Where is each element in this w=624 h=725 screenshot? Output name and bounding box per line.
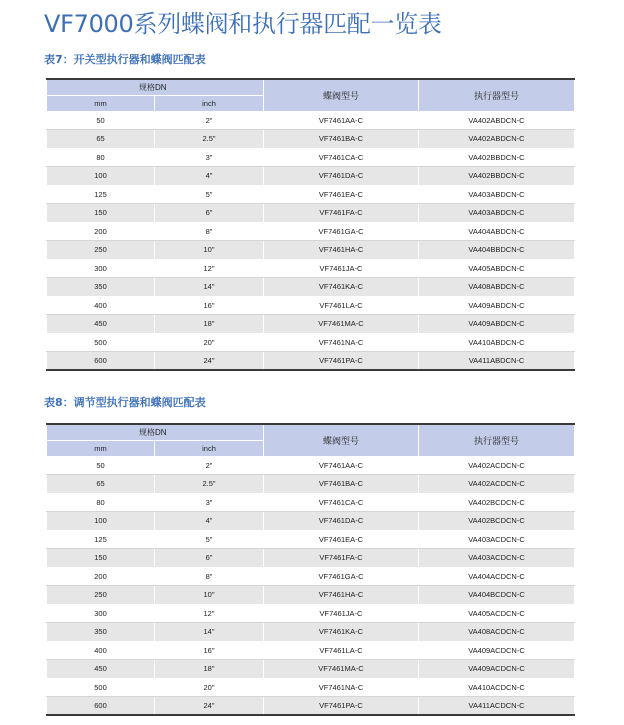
cell-actuator-model: VA405ACDCN-C [419,604,575,623]
cell-size-mm: 450 [47,315,155,334]
table-row [47,315,575,334]
table-row [47,259,575,278]
header-inch: inch [155,95,264,111]
table-row [47,512,575,531]
cell-size-mm: 80 [47,493,155,512]
cell-valve-model: VF7461NA-C [264,333,419,352]
header-valve-model: 蝶阀型号 [264,79,419,111]
cell-size-mm: 450 [47,660,155,679]
cell-size-mm: 100 [47,167,155,186]
table-row [47,111,575,130]
cell-size-mm: 125 [47,530,155,549]
cell-size-inch: 3" [155,493,264,512]
cell-actuator-model: VA403ACDCN-C [419,549,575,568]
cell-size-inch: 5" [155,530,264,549]
cell-valve-model: VF7461BA-C [264,475,419,494]
cell-actuator-model: VA403ABDCN-C [419,204,575,223]
table-row [47,678,575,697]
cell-actuator-model: VA409ABDCN-C [419,296,575,315]
cell-valve-model: VF7461KA-C [264,623,419,642]
cell-valve-model: VF7461FA-C [264,204,419,223]
cell-actuator-model: VA402BBDCN-C [419,148,575,167]
cell-valve-model: VF7461PA-C [264,352,419,371]
cell-actuator-model: VA410ACDCN-C [419,678,575,697]
cell-valve-model: VF7461EA-C [264,185,419,204]
table-row [47,549,575,568]
cell-size-inch: 16" [155,296,264,315]
cell-size-mm: 300 [47,259,155,278]
cell-valve-model: VF7461LA-C [264,296,419,315]
cell-actuator-model: VA408ABDCN-C [419,278,575,297]
cell-size-inch: 12" [155,259,264,278]
cell-size-inch: 4" [155,512,264,531]
cell-size-inch: 20" [155,678,264,697]
cell-size-inch: 10" [155,241,264,260]
cell-size-inch: 6" [155,204,264,223]
cell-valve-model: VF7461LA-C [264,641,419,660]
cell-size-mm: 400 [47,296,155,315]
cell-size-inch: 16" [155,641,264,660]
cell-valve-model: VF7461GA-C [264,222,419,241]
cell-size-mm: 50 [47,111,155,130]
cell-size-inch: 14" [155,623,264,642]
cell-size-mm: 200 [47,222,155,241]
cell-size-mm: 80 [47,148,155,167]
cell-actuator-model: VA408ACDCN-C [419,623,575,642]
table-row [47,530,575,549]
header-mm: mm [47,95,155,111]
table-row [47,296,575,315]
cell-size-mm: 600 [47,697,155,716]
cell-size-inch: 6" [155,549,264,568]
page-title: VF7000系列蝶阀和执行器匹配一览表 [44,10,442,38]
cell-actuator-model: VA404ACDCN-C [419,567,575,586]
cell-size-mm: 50 [47,456,155,475]
header-inch: inch [155,440,264,456]
modulating-actuator-table [46,423,575,716]
table-row [47,222,575,241]
cell-size-mm: 250 [47,241,155,260]
cell-size-mm: 65 [47,475,155,494]
cell-actuator-model: VA402BBDCN-C [419,167,575,186]
cell-actuator-model: VA405ABDCN-C [419,259,575,278]
cell-size-mm: 500 [47,333,155,352]
cell-valve-model: VF7461BA-C [264,130,419,149]
cell-size-mm: 100 [47,512,155,531]
cell-size-mm: 600 [47,352,155,371]
cell-valve-model: VF7461MA-C [264,660,419,679]
header-dn: 规格DN [47,424,264,440]
table-row [47,475,575,494]
cell-actuator-model: VA402BCDCN-C [419,512,575,531]
cell-size-inch: 24" [155,352,264,371]
header-valve-model: 蝶阀型号 [264,424,419,456]
table-row [47,604,575,623]
cell-valve-model: VF7461HA-C [264,241,419,260]
table-row [47,697,575,716]
cell-valve-model: VF7461JA-C [264,604,419,623]
table-row [47,148,575,167]
header-actuator-model: 执行器型号 [419,79,575,111]
cell-size-mm: 400 [47,641,155,660]
cell-size-inch: 18" [155,315,264,334]
table-row [47,641,575,660]
cell-actuator-model: VA402ACDCN-C [419,456,575,475]
cell-size-inch: 5" [155,185,264,204]
cell-actuator-model: VA410ABDCN-C [419,333,575,352]
cell-size-inch: 10" [155,586,264,605]
cell-valve-model: VF7461AA-C [264,111,419,130]
table-row [47,623,575,642]
cell-size-mm: 150 [47,549,155,568]
cell-size-inch: 2.5" [155,130,264,149]
table-row [47,493,575,512]
cell-actuator-model: VA409ACDCN-C [419,660,575,679]
cell-valve-model: VF7461EA-C [264,530,419,549]
cell-valve-model: VF7461NA-C [264,678,419,697]
cell-size-mm: 500 [47,678,155,697]
cell-size-mm: 250 [47,586,155,605]
cell-actuator-model: VA411ABDCN-C [419,352,575,371]
table-caption-modulating: 表8：调节型执行器和蝶阀匹配表 [44,396,206,409]
table-row [47,278,575,297]
cell-size-mm: 150 [47,204,155,223]
cell-size-inch: 3" [155,148,264,167]
cell-valve-model: VF7461FA-C [264,549,419,568]
cell-valve-model: VF7461GA-C [264,567,419,586]
cell-size-inch: 18" [155,660,264,679]
cell-size-mm: 300 [47,604,155,623]
cell-size-mm: 200 [47,567,155,586]
cell-size-inch: 12" [155,604,264,623]
cell-actuator-model: VA404BBDCN-C [419,241,575,260]
cell-actuator-model: VA402BCDCN-C [419,493,575,512]
cell-actuator-model: VA402ABDCN-C [419,111,575,130]
cell-size-inch: 8" [155,567,264,586]
header-mm: mm [47,440,155,456]
cell-valve-model: VF7461KA-C [264,278,419,297]
table-row [47,567,575,586]
cell-size-inch: 4" [155,167,264,186]
cell-valve-model: VF7461PA-C [264,697,419,716]
cell-size-inch: 14" [155,278,264,297]
cell-size-inch: 2" [155,456,264,475]
cell-actuator-model: VA409ABDCN-C [419,315,575,334]
cell-valve-model: VF7461MA-C [264,315,419,334]
cell-size-mm: 65 [47,130,155,149]
table-row [47,241,575,260]
cell-size-mm: 350 [47,278,155,297]
cell-actuator-model: VA403ABDCN-C [419,185,575,204]
cell-size-mm: 350 [47,623,155,642]
table-row [47,586,575,605]
cell-valve-model: VF7461AA-C [264,456,419,475]
cell-valve-model: VF7461DA-C [264,167,419,186]
cell-actuator-model: VA404ABDCN-C [419,222,575,241]
table-row [47,167,575,186]
cell-actuator-model: VA409ACDCN-C [419,641,575,660]
cell-valve-model: VF7461CA-C [264,493,419,512]
table-row [47,333,575,352]
header-dn: 规格DN [47,79,264,95]
cell-actuator-model: VA402ACDCN-C [419,475,575,494]
cell-actuator-model: VA404BCDCN-C [419,586,575,605]
table-row [47,352,575,371]
switching-actuator-table [46,78,575,371]
cell-valve-model: VF7461CA-C [264,148,419,167]
cell-size-inch: 20" [155,333,264,352]
cell-valve-model: VF7461JA-C [264,259,419,278]
cell-size-inch: 2" [155,111,264,130]
header-actuator-model: 执行器型号 [419,424,575,456]
table-row [47,456,575,475]
cell-size-mm: 125 [47,185,155,204]
table-row [47,130,575,149]
cell-size-inch: 2.5" [155,475,264,494]
cell-actuator-model: VA411ACDCN-C [419,697,575,716]
table-caption-switching: 表7：开关型执行器和蝶阀匹配表 [44,53,206,66]
cell-valve-model: VF7461HA-C [264,586,419,605]
table-row [47,660,575,679]
table-row [47,204,575,223]
cell-valve-model: VF7461DA-C [264,512,419,531]
cell-size-inch: 24" [155,697,264,716]
table-row [47,185,575,204]
cell-actuator-model: VA402ABDCN-C [419,130,575,149]
cell-actuator-model: VA403ACDCN-C [419,530,575,549]
cell-size-inch: 8" [155,222,264,241]
